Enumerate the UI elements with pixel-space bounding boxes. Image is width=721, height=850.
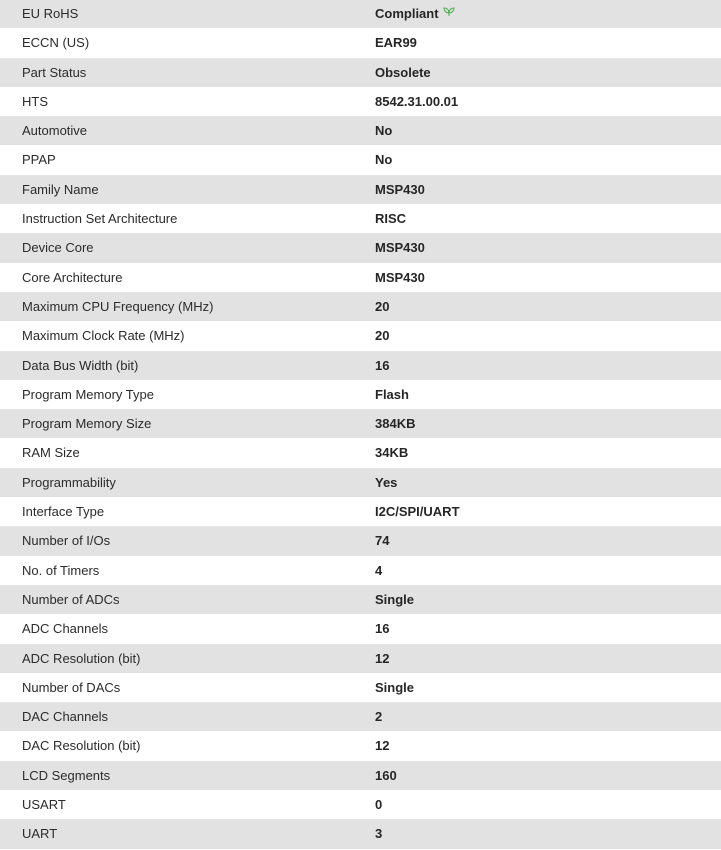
spec-row <box>0 351 721 380</box>
spec-value: RISC <box>375 205 721 234</box>
spec-label: HTS <box>0 87 375 116</box>
spec-label: Number of ADCs <box>0 585 375 614</box>
spec-value-text: Compliant <box>375 6 439 21</box>
spec-label: DAC Channels <box>0 703 375 732</box>
spec-value: No <box>375 146 721 175</box>
spec-row <box>0 673 721 702</box>
spec-label: EU RoHS <box>0 0 375 29</box>
spec-row <box>0 615 721 644</box>
spec-value: 8542.31.00.01 <box>375 87 721 116</box>
spec-value: 384KB <box>375 410 721 439</box>
spec-label: Maximum Clock Rate (MHz) <box>0 322 375 351</box>
spec-label: Programmability <box>0 468 375 497</box>
spec-value: EAR99 <box>375 29 721 58</box>
spec-label: UART <box>0 820 375 849</box>
spec-label: Interface Type <box>0 498 375 527</box>
spec-row <box>0 146 721 175</box>
spec-label: Family Name <box>0 175 375 204</box>
spec-row <box>0 410 721 439</box>
spec-label: LCD Segments <box>0 761 375 790</box>
spec-value: 20 <box>375 322 721 351</box>
spec-value: 16 <box>375 615 721 644</box>
leaf-icon <box>443 0 455 27</box>
spec-row <box>0 29 721 58</box>
spec-value: 74 <box>375 527 721 556</box>
spec-value: MSP430 <box>375 263 721 292</box>
spec-value: 16 <box>375 351 721 380</box>
spec-value: 3 <box>375 820 721 849</box>
spec-row <box>0 292 721 321</box>
spec-row <box>0 205 721 234</box>
spec-row <box>0 585 721 614</box>
spec-row <box>0 556 721 585</box>
spec-value: MSP430 <box>375 175 721 204</box>
spec-row <box>0 87 721 116</box>
spec-label: Part Status <box>0 58 375 87</box>
spec-row <box>0 175 721 204</box>
spec-value: Yes <box>375 468 721 497</box>
spec-value: 2 <box>375 703 721 732</box>
spec-value: 34KB <box>375 439 721 468</box>
spec-label: RAM Size <box>0 439 375 468</box>
spec-value: 20 <box>375 292 721 321</box>
spec-value <box>375 0 721 29</box>
spec-value: 160 <box>375 761 721 790</box>
spec-row <box>0 644 721 673</box>
spec-row <box>0 468 721 497</box>
spec-value: 4 <box>375 556 721 585</box>
spec-label: USART <box>0 791 375 820</box>
spec-label: ADC Channels <box>0 615 375 644</box>
spec-row <box>0 380 721 409</box>
spec-row <box>0 0 721 29</box>
spec-value: Single <box>375 585 721 614</box>
spec-label: No. of Timers <box>0 556 375 585</box>
spec-row <box>0 732 721 761</box>
spec-label: Instruction Set Architecture <box>0 205 375 234</box>
spec-label: Program Memory Type <box>0 380 375 409</box>
spec-row <box>0 322 721 351</box>
spec-row <box>0 527 721 556</box>
spec-row <box>0 498 721 527</box>
spec-label: Core Architecture <box>0 263 375 292</box>
spec-value: Single <box>375 673 721 702</box>
spec-row <box>0 117 721 146</box>
spec-label: Automotive <box>0 117 375 146</box>
spec-row <box>0 439 721 468</box>
spec-row <box>0 761 721 790</box>
spec-row <box>0 58 721 87</box>
spec-label: Number of I/Os <box>0 527 375 556</box>
spec-value: 12 <box>375 732 721 761</box>
spec-value: Flash <box>375 380 721 409</box>
spec-label: Program Memory Size <box>0 410 375 439</box>
spec-label: ECCN (US) <box>0 29 375 58</box>
spec-value: MSP430 <box>375 234 721 263</box>
spec-value: No <box>375 117 721 146</box>
spec-label: DAC Resolution (bit) <box>0 732 375 761</box>
spec-value: I2C/SPI/UART <box>375 498 721 527</box>
spec-label: PPAP <box>0 146 375 175</box>
spec-row <box>0 791 721 820</box>
spec-row <box>0 234 721 263</box>
spec-label: Maximum CPU Frequency (MHz) <box>0 292 375 321</box>
spec-value: 0 <box>375 791 721 820</box>
spec-label: Device Core <box>0 234 375 263</box>
spec-row <box>0 263 721 292</box>
spec-label: Data Bus Width (bit) <box>0 351 375 380</box>
spec-row <box>0 703 721 732</box>
spec-value: 12 <box>375 644 721 673</box>
spec-label: ADC Resolution (bit) <box>0 644 375 673</box>
spec-value: Obsolete <box>375 58 721 87</box>
spec-label: Number of DACs <box>0 673 375 702</box>
spec-row <box>0 820 721 849</box>
